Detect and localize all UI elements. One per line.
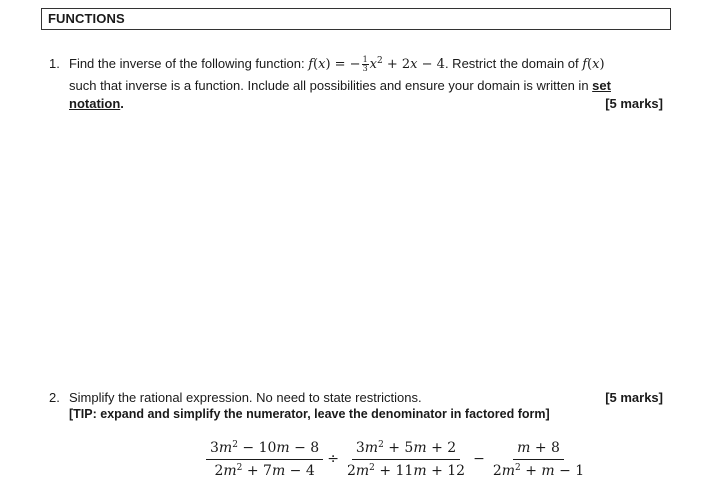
function-name: f(x) [582,57,605,72]
fraction-3-denominator: $2m^2 + m - 1$ [492,462,585,479]
question-2-tip: [TIP: expand and simplify the numerator, leave the denominator in factored form] [69,407,550,421]
fraction-1-numerator: $3m^2 - 10m - 8$ [206,440,323,460]
section-header [41,8,671,30]
question-1-restrict-text: . Restrict the domain of [444,56,583,71]
function-expression: f(x) = − $\frac{1}{3}$ $x^2 + 2x - 4$ [308,55,445,73]
fraction-3-numerator: m + 8 [513,440,564,460]
fraction-3 [489,440,588,479]
minus-operator: − [473,451,485,467]
section-title: FUNCTIONS [48,11,125,26]
question-1-number: 1. [49,56,60,71]
fraction-numerator: 1 [362,55,368,64]
divide-operator: ÷ [327,451,339,467]
question-2-text: Simplify the rational expression. No need to state restrictions. [69,390,422,405]
question-2-marks: [5 marks] [605,390,663,405]
rational-expression [204,437,590,481]
question-1-line-3 [69,95,124,113]
notation-word: notation [69,96,121,111]
fraction-2 [343,440,469,479]
fraction-2-numerator: $3m^2 + 5m + 2$ [352,440,460,460]
question-1-line-2 [69,77,611,95]
question-1-marks: [5 marks] [605,96,663,111]
set-word: set [592,78,611,93]
fraction-2-denominator: $2m^2 + 11m + 12$ [346,462,466,479]
fraction-denominator: 3 [362,64,368,73]
question-2-number: 2. [49,390,60,405]
question-1-instructions: such that inverse is a function. Include all possibilities and ensure your domain is written in [69,78,593,93]
fraction-1-denominator: $2m^2 + 7m - 4$ [214,462,315,479]
question-1-intro: Find the inverse of the following function: [69,56,309,71]
question-1-line-1 [69,55,605,74]
one-third-fraction [362,56,369,73]
fraction-1 [206,440,323,479]
notation-period: . [120,96,124,111]
